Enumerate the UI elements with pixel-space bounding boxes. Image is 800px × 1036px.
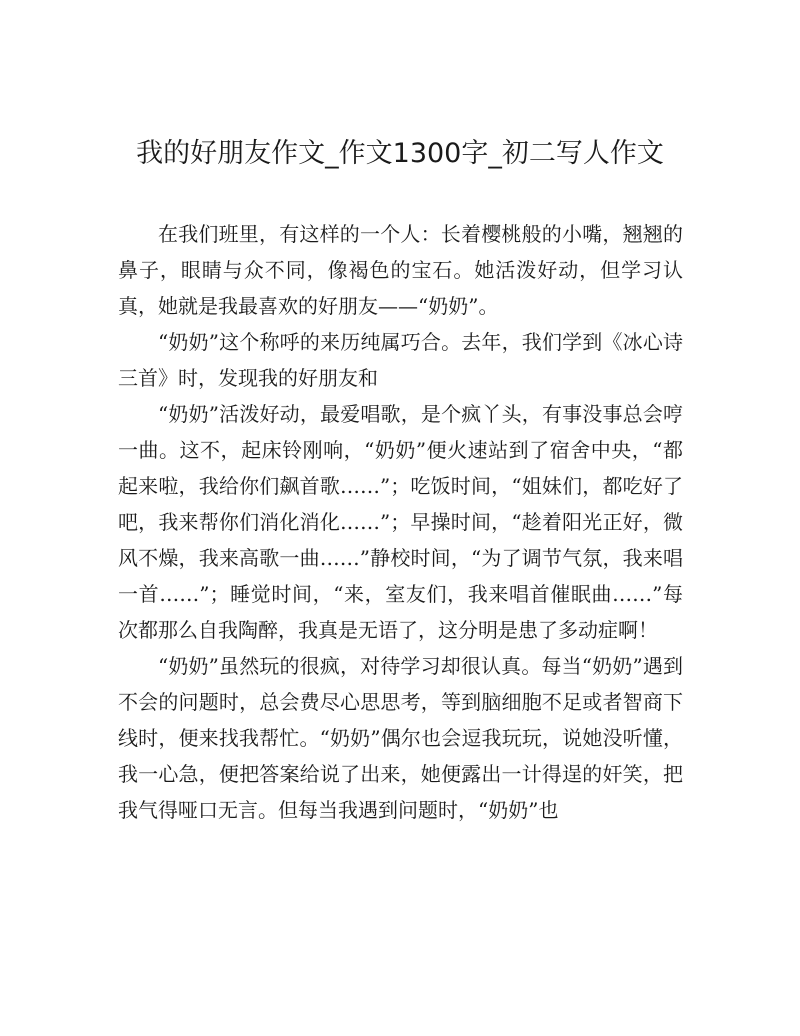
paragraph-singing: “奶奶”活泼好动，最爱唱歌，是个疯丫头，有事没事总会哼一曲。这不，起床铃刚响，“奶奶”便火速站到了宿舍中央，“都起来啦，我给你们飙首歌……”；吃饭时间，“姐妹们，都吃好了吧，我来帮你们消化消化……”；早操时间，“趁着阳光正好，微风不燥，我来高歌一曲……”静校时间，“为了调节气氛，我来唱一首……”；睡觉时间，“来，室友们，我来唱首催眠曲……”每次都那么自我陶醉，我真是无语了，这分明是患了多动症啊！	[118, 402, 683, 642]
paragraph-intro: 在我们班里，有这样的一个人：长着樱桃般的小嘴，翘翘的鼻子，眼睛与众不同，像褐色的宝石。她活泼好动，但学习认真，她就是我最喜欢的好朋友——“奶奶”。	[118, 222, 683, 318]
document-title: 我的好朋友作文_作文1300字_初二写人作文	[136, 138, 664, 169]
document-body	[118, 216, 683, 828]
paragraph-nickname-origin: “奶奶”这个称呼的来历纯属巧合。去年，我们学到《冰心诗三首》时，发现我的好朋友和	[118, 330, 683, 390]
paragraph-study: “奶奶”虽然玩的很疯，对待学习却很认真。每当“奶奶”遇到不会的问题时，总会费尽心思思考，等到脑细胞不足或者智商下线时，便来找我帮忙。“奶奶”偶尔也会逗我玩玩，说她没听懂，我一心急，便把答案给说了出来，她便露出一计得逞的奸笑，把我气得哑口无言。但每当我遇到问题时，“奶奶”也	[118, 654, 683, 822]
